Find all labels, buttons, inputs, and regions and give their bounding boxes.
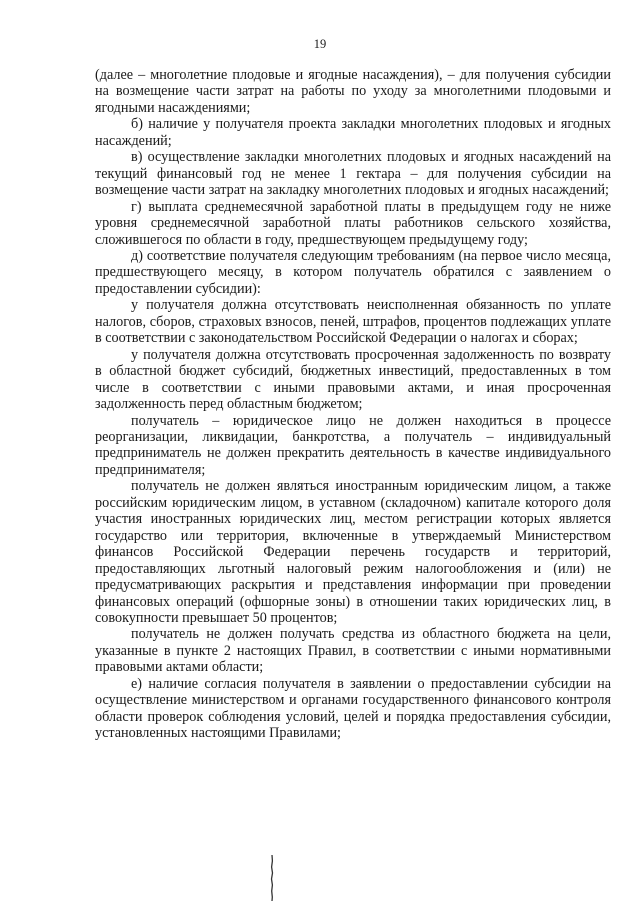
paragraph-g: г) выплата среднемесячной заработной платы в предыдущем году не ниже уровня среднемесячной заработной платы работников сельского хозяйства, сложившегося по области в году, предшествующем предыдущему году; xyxy=(95,198,611,248)
paragraph-d: д) соответствие получателя следующим требованиям (на первое число месяца, предшествующего месяцу, в котором получатель обратился с заявлением о предоставлении субсидии): xyxy=(95,247,611,297)
paragraph-tax-obligation: у получателя должна отсутствовать неисполненная обязанность по уплате налогов, сборов, страховых взносов, пеней, штрафов, процентов подлежащих уплате в соответствии с законодательством Российской Федерации о налогах и сборах; xyxy=(95,297,611,347)
page-number: 19 xyxy=(313,37,327,51)
paragraph-other-funds: получатель не должен получать средства из областного бюджета на цели, указанные в пункте 2 настоящих Правил, в соответствии с иными нормативными правовыми актами области; xyxy=(95,626,611,676)
paragraph-b: б) наличие у получателя проекта закладки многолетних плодовых и ягодных насаждений; xyxy=(95,116,611,149)
paragraph-reorganization: получатель – юридическое лицо не должен находиться в процессе реорганизации, ликвидации, банкротства, а получатель – индивидуальный предприниматель не должен прекратить деятельность в качестве индивидуального предпринимателя; xyxy=(95,412,611,478)
document-body xyxy=(95,67,611,742)
paragraph-overdue-debt: у получателя должна отсутствовать просроченная задолженность по возврату в областной бюджет субсидий, бюджетных инвестиций, предоставленных в том числе в соответствии с иными правовыми актами, и иная просроченная задолженность перед областным бюджетом; xyxy=(95,346,611,413)
paragraph-v: в) осуществление закладки многолетних плодовых и ягодных насаждений на текущий финансовый год не менее 1 гектара – для получения субсидии на возмещение части затрат на закладку многолетних плодовых и ягодных насаждений; xyxy=(95,149,611,199)
paragraph-continuation: (далее – многолетние плодовые и ягодные насаждения), – для получения субсидии на возмещение части затрат на работы по уходу за многолетними плодовыми и ягодными насаждениями; xyxy=(95,67,611,116)
paragraph-e: е) наличие согласия получателя в заявлении о предоставлении субсидии на осуществление министерством и органами государственного финансового контроля области проверок соблюдения условий, целей и порядка предоставления субсидии, установленных настоящими Правилами; xyxy=(95,675,611,742)
paragraph-foreign-entity: получатель не должен являться иностранным юридическим лицом, а также российским юридическим лицом, в уставном (складочном) капитале которого доля участия иностранных юридических лиц, местом регистрации которых является государство или территория, включенные в утверждаемый Министерством финансов Российской Федерации перечень государств и территорий, предоставляющих льготный налоговый режим налогообложения и (или) не предусматривающих раскрытия и представления информации при проведении финансовых операций (офшорные зоны) в отношении таких юридических лиц, в совокупности превышает 50 процентов; xyxy=(95,478,611,626)
binding-stitch-mark xyxy=(270,855,274,901)
